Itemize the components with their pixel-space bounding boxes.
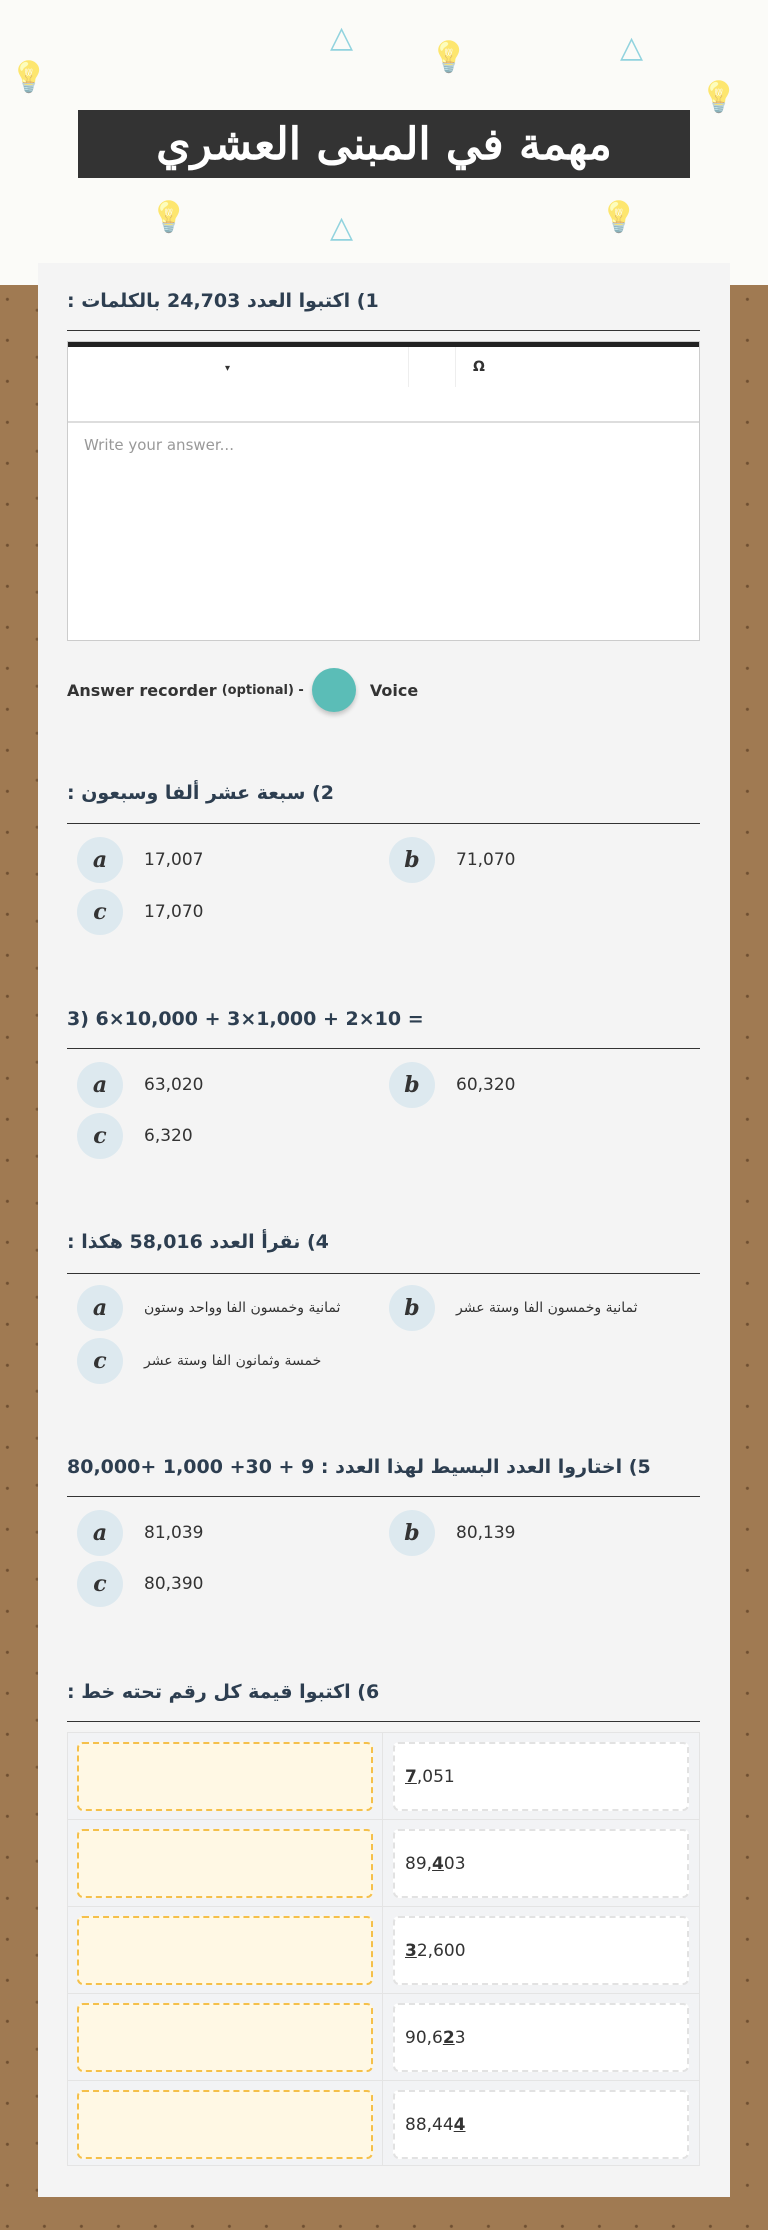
question-1-title: 1) اكتبوا العدد 24,703 بالكلمات : — [67, 290, 379, 312]
divider — [67, 1721, 700, 1722]
option-letter: a — [77, 1510, 123, 1556]
option-a[interactable] — [77, 1285, 340, 1331]
question-5-title: 5) اختاروا العدد البسيط لهذا العدد : ‎80,000+ 1,000 +30 + 9 — [67, 1456, 651, 1478]
answer-drop-zone[interactable] — [77, 1916, 373, 1985]
option-c[interactable] — [77, 1561, 203, 1607]
table-row — [68, 1820, 699, 1907]
lightbulb-icon: 💡 — [600, 200, 638, 235]
worksheet-card — [38, 263, 730, 2197]
number-card: 3 2,600 — [393, 1916, 689, 1985]
option-letter: b — [389, 1062, 435, 1108]
option-letter: c — [77, 889, 123, 935]
number-card: 90,6 2 3 — [393, 2003, 689, 2072]
option-a[interactable] — [77, 1510, 203, 1556]
option-letter: a — [77, 1285, 123, 1331]
divider — [67, 1048, 700, 1049]
option-letter: c — [77, 1338, 123, 1384]
option-b[interactable] — [389, 1285, 638, 1331]
divider — [67, 1273, 700, 1274]
recorder-label: Answer recorder — [67, 680, 217, 700]
option-text: خمسة وثمانون الفا وستة عشر — [144, 1353, 322, 1369]
option-c[interactable] — [77, 889, 203, 935]
option-text: 63,020 — [144, 1075, 204, 1095]
recorder-voice-label: Voice — [369, 680, 419, 700]
number-card: 7 ,051 — [393, 1742, 689, 1811]
question-3-title: 3) 6×10,000 + 3×1,000 + 2×10 = — [67, 1008, 424, 1030]
option-text: 80,139 — [456, 1523, 516, 1543]
option-b[interactable] — [389, 1510, 515, 1556]
answer-editor — [67, 341, 700, 641]
option-a[interactable] — [77, 1062, 203, 1108]
divider — [67, 330, 700, 331]
option-letter: b — [389, 1285, 435, 1331]
lightbulb-icon: 💡 — [10, 60, 48, 95]
header-banner — [0, 0, 768, 285]
option-letter: b — [389, 837, 435, 883]
option-text: ثمانية وخمسون الفا وواحد وستون — [144, 1300, 341, 1316]
option-text: ثمانية وخمسون الفا وستة عشر — [456, 1300, 638, 1316]
matching-table — [67, 1732, 700, 2166]
option-text: 80,390 — [144, 1574, 204, 1594]
page-title: مهمة في المبنى العشري — [78, 110, 690, 178]
option-c[interactable] — [77, 1338, 321, 1384]
lightbulb-icon: 💡 — [700, 80, 738, 115]
option-text: 17,070 — [144, 902, 204, 922]
option-letter: c — [77, 1561, 123, 1607]
option-text: 6,320 — [144, 1126, 193, 1146]
option-text: 60,320 — [456, 1075, 516, 1095]
option-a[interactable] — [77, 837, 203, 883]
option-text: 71,070 — [456, 850, 516, 870]
answer-drop-zone[interactable] — [77, 1742, 373, 1811]
table-row — [68, 1994, 699, 2081]
option-c[interactable] — [77, 1113, 193, 1159]
option-letter: b — [389, 1510, 435, 1556]
recorder-optional: (optional) - — [221, 682, 304, 698]
special-character-button[interactable]: Ω — [473, 359, 485, 375]
option-letter: a — [77, 837, 123, 883]
option-letter: c — [77, 1113, 123, 1159]
divider — [67, 1496, 700, 1497]
table-row — [68, 1907, 699, 1994]
cone-icon: △ — [330, 20, 354, 55]
editor-toolbar — [68, 347, 699, 423]
answer-drop-zone[interactable] — [77, 2003, 373, 2072]
lightbulb-icon: 💡 — [430, 40, 468, 75]
option-text: 17,007 — [144, 850, 204, 870]
answer-drop-zone[interactable] — [77, 2090, 373, 2159]
lightbulb-icon: 💡 — [150, 200, 188, 235]
format-dropdown[interactable]: ▾ — [225, 363, 231, 374]
option-text: 81,039 — [144, 1523, 204, 1543]
cone-icon: △ — [330, 210, 354, 245]
option-b[interactable] — [389, 1062, 515, 1108]
question-6-title: 6) اكتبوا قيمة كل رقم تحته خط : — [67, 1681, 380, 1703]
answer-drop-zone[interactable] — [77, 1829, 373, 1898]
answer-recorder — [67, 668, 418, 712]
option-letter: a — [77, 1062, 123, 1108]
option-b[interactable] — [389, 837, 515, 883]
table-row — [68, 1733, 699, 1820]
cone-icon: △ — [620, 30, 644, 65]
number-card: 89, 4 03 — [393, 1829, 689, 1898]
table-row — [68, 2081, 699, 2168]
divider — [67, 823, 700, 824]
record-voice-button[interactable] — [312, 668, 356, 712]
answer-textarea[interactable]: Write your answer... — [84, 436, 234, 454]
question-4-title: 4) نقرأ العدد 58,016 هكذا : — [67, 1231, 329, 1253]
number-card: 88,44 4 — [393, 2090, 689, 2159]
question-2-title: 2) سبعة عشر ألفا وسبعون : — [67, 782, 334, 804]
